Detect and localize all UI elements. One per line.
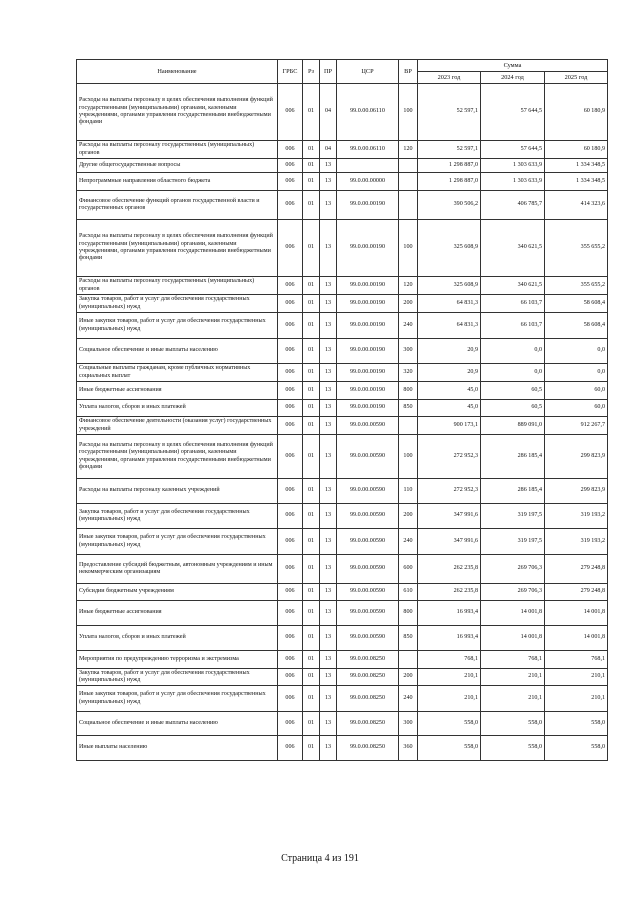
table-cell-grbs: 006 (278, 504, 303, 529)
table-cell-name: Расходы на выплаты персоналу государственных (муниципальных) органов (77, 141, 278, 159)
table-cell-name: Мероприятия по предупреждению терроризма и экстремизма (77, 651, 278, 669)
table-cell-csr: 99.0.00.00190 (337, 339, 399, 364)
table-cell-2025: 355 655,2 (545, 220, 608, 277)
table-cell-csr: 99.0.00.08250 (337, 712, 399, 736)
table-cell-pr: 13 (320, 555, 337, 584)
table-cell-rz: 01 (303, 84, 320, 141)
table-cell-vr: 600 (399, 555, 418, 584)
table-cell-vr: 610 (399, 584, 418, 601)
table-cell-csr: 99.0.00.00190 (337, 400, 399, 417)
table-cell-rz: 01 (303, 159, 320, 173)
table-cell-vr (399, 191, 418, 220)
table-cell-name: Финансовое обеспечение деятельности (оказания услуг) государственных учреждений (77, 417, 278, 435)
table-cell-rz: 01 (303, 504, 320, 529)
table-cell-2024: 57 644,5 (481, 141, 545, 159)
table-cell-rz: 01 (303, 313, 320, 339)
table-cell-2023: 325 608,9 (418, 220, 481, 277)
table-cell-2023: 52 597,1 (418, 141, 481, 159)
table-cell-grbs: 006 (278, 417, 303, 435)
table-cell-name: Социальное обеспечение и иные выплаты населению (77, 712, 278, 736)
table-cell-name: Субсидии бюджетным учреждениям (77, 584, 278, 601)
table-cell-name: Закупка товаров, работ и услуг для обеспечения государственных (муниципальных) нужд (77, 669, 278, 686)
table-cell-name: Предоставление субсидий бюджетным, автономным учреждениям и иным некоммерческим организациям (77, 555, 278, 584)
table-cell-csr: 99.0.00.00590 (337, 529, 399, 555)
table-cell-pr: 13 (320, 339, 337, 364)
table-cell-2025: 60,0 (545, 382, 608, 400)
table-row (77, 651, 608, 669)
table-cell-rz: 01 (303, 686, 320, 712)
table-row (77, 529, 608, 555)
table-cell-2023: 45,0 (418, 382, 481, 400)
table-cell-grbs: 006 (278, 712, 303, 736)
table-row (77, 339, 608, 364)
table-cell-2023: 210,1 (418, 686, 481, 712)
table-cell-grbs: 006 (278, 159, 303, 173)
table-cell-2023: 272 952,3 (418, 435, 481, 479)
table-cell-rz: 01 (303, 712, 320, 736)
table-cell-vr (399, 173, 418, 191)
table-cell-name: Расходы на выплаты персоналу казенных учреждений (77, 479, 278, 504)
table-row (77, 159, 608, 173)
table-cell-2025: 60 180,9 (545, 141, 608, 159)
table-cell-2025: 1 334 348,5 (545, 173, 608, 191)
table-cell-2024: 66 103,7 (481, 295, 545, 313)
table-cell-vr: 850 (399, 400, 418, 417)
table-cell-pr: 13 (320, 712, 337, 736)
table-cell-grbs: 006 (278, 382, 303, 400)
table-cell-grbs: 006 (278, 313, 303, 339)
budget-table (76, 59, 608, 761)
table-cell-name: Уплата налогов, сборов и иных платежей (77, 626, 278, 651)
table-row (77, 504, 608, 529)
table-row (77, 479, 608, 504)
table-cell-2025: 1 334 348,5 (545, 159, 608, 173)
table-cell-2025: 58 608,4 (545, 295, 608, 313)
table-cell-grbs: 006 (278, 529, 303, 555)
table-cell-2025: 319 193,2 (545, 529, 608, 555)
table-cell-2025: 768,1 (545, 651, 608, 669)
page-number: Страница 4 из 191 (281, 853, 359, 864)
table-cell-csr: 99.0.00.00000 (337, 173, 399, 191)
table-cell-name: Социальное обеспечение и иные выплаты населению (77, 339, 278, 364)
table-cell-2023: 16 993,4 (418, 626, 481, 651)
table-cell-2024: 406 785,7 (481, 191, 545, 220)
table-cell-rz: 01 (303, 277, 320, 295)
table-cell-2023: 390 506,2 (418, 191, 481, 220)
table-cell-2025: 14 001,8 (545, 626, 608, 651)
table-cell-2023: 900 173,1 (418, 417, 481, 435)
header-rz: Рз (303, 60, 320, 84)
table-cell-2023: 1 298 887,0 (418, 173, 481, 191)
table-cell-grbs: 006 (278, 626, 303, 651)
table-cell-vr: 240 (399, 313, 418, 339)
table-cell-name: Уплата налогов, сборов и иных платежей (77, 400, 278, 417)
table-cell-grbs: 006 (278, 84, 303, 141)
table-cell-name: Закупка товаров, работ и услуг для обеспечения государственных (муниципальных) нужд (77, 295, 278, 313)
table-row (77, 417, 608, 435)
header-pr: ПР (320, 60, 337, 84)
table-cell-2023: 45,0 (418, 400, 481, 417)
table-cell-grbs: 006 (278, 339, 303, 364)
table-cell-rz: 01 (303, 435, 320, 479)
table-cell-pr: 13 (320, 313, 337, 339)
table-row (77, 686, 608, 712)
table-cell-2025: 210,1 (545, 669, 608, 686)
table-cell-pr: 04 (320, 84, 337, 141)
table-cell-2024: 57 644,5 (481, 84, 545, 141)
table-cell-csr: 99.0.00.00590 (337, 417, 399, 435)
table-cell-2023: 558,0 (418, 712, 481, 736)
table-cell-rz: 01 (303, 417, 320, 435)
header-year-2025: 2025 год (545, 72, 608, 84)
table-cell-2023: 20,9 (418, 339, 481, 364)
table-cell-2025: 60 180,9 (545, 84, 608, 141)
table-cell-csr: 99.0.00.00590 (337, 435, 399, 479)
table-cell-2023: 347 991,6 (418, 504, 481, 529)
table-cell-rz: 01 (303, 220, 320, 277)
table-cell-pr: 13 (320, 651, 337, 669)
table-cell-2024: 1 303 633,9 (481, 159, 545, 173)
table-cell-2023: 347 991,6 (418, 529, 481, 555)
table-cell-2024: 60,5 (481, 382, 545, 400)
header-name: Наименование (77, 60, 278, 84)
header-grbs: ГРБС (278, 60, 303, 84)
table-cell-2024: 340 621,5 (481, 277, 545, 295)
table-cell-pr: 13 (320, 504, 337, 529)
table-row (77, 277, 608, 295)
table-cell-2025: 0,0 (545, 339, 608, 364)
table-cell-2023: 325 608,9 (418, 277, 481, 295)
table-cell-2024: 286 185,4 (481, 479, 545, 504)
table-cell-rz: 01 (303, 529, 320, 555)
table-cell-2023: 1 298 887,0 (418, 159, 481, 173)
table-cell-name: Социальные выплаты гражданам, кроме публичных нормативных социальных выплат (77, 364, 278, 382)
table-row (77, 601, 608, 626)
table-cell-csr: 99.0.00.06110 (337, 84, 399, 141)
table-cell-name: Иные закупки товаров, работ и услуг для обеспечения государственных (муниципальных) нужд (77, 313, 278, 339)
table-cell-2025: 558,0 (545, 736, 608, 761)
table-cell-grbs: 006 (278, 435, 303, 479)
table-cell-name: Расходы на выплаты персоналу в целях обеспечения выполнения функций государственными (муниципальными) органами, казенными учреждениями, органами управления государственными внебюджетными фондами (77, 435, 278, 479)
table-cell-pr: 13 (320, 529, 337, 555)
table-cell-pr: 13 (320, 295, 337, 313)
table-cell-vr: 300 (399, 712, 418, 736)
table-cell-2024: 60,5 (481, 400, 545, 417)
table-cell-rz: 01 (303, 555, 320, 584)
table-cell-pr: 13 (320, 400, 337, 417)
table-cell-csr: 99.0.00.00190 (337, 364, 399, 382)
table-cell-grbs: 006 (278, 191, 303, 220)
table-cell-grbs: 006 (278, 686, 303, 712)
table-cell-pr: 13 (320, 601, 337, 626)
table-cell-rz: 01 (303, 601, 320, 626)
table-cell-vr: 120 (399, 141, 418, 159)
table-cell-pr: 13 (320, 277, 337, 295)
table-cell-2024: 319 197,5 (481, 529, 545, 555)
table-cell-2024: 889 091,0 (481, 417, 545, 435)
table-cell-2024: 0,0 (481, 339, 545, 364)
table-cell-rz: 01 (303, 584, 320, 601)
table-cell-grbs: 006 (278, 400, 303, 417)
table-cell-name: Иные закупки товаров, работ и услуг для обеспечения государственных (муниципальных) нужд (77, 529, 278, 555)
table-cell-2025: 414 323,6 (545, 191, 608, 220)
table-cell-2025: 558,0 (545, 712, 608, 736)
header-year-2024: 2024 год (481, 72, 545, 84)
table-cell-csr: 99.0.00.00190 (337, 295, 399, 313)
table-cell-csr: 99.0.00.08250 (337, 651, 399, 669)
header-sum: Сумма (418, 60, 608, 72)
table-cell-name: Непрограммные направления областного бюджета (77, 173, 278, 191)
table-cell-grbs: 006 (278, 141, 303, 159)
table-row (77, 191, 608, 220)
table-cell-grbs: 006 (278, 736, 303, 761)
table-row (77, 712, 608, 736)
table-cell-pr: 13 (320, 417, 337, 435)
table-cell-2023: 64 831,3 (418, 313, 481, 339)
table-cell-rz: 01 (303, 736, 320, 761)
table-cell-rz: 01 (303, 651, 320, 669)
table-row (77, 736, 608, 761)
table-row (77, 84, 608, 141)
table-cell-2025: 279 248,8 (545, 584, 608, 601)
table-cell-vr: 120 (399, 277, 418, 295)
table-cell-2025: 279 248,8 (545, 555, 608, 584)
table-cell-pr: 13 (320, 584, 337, 601)
table-cell-vr: 300 (399, 339, 418, 364)
table-cell-vr: 800 (399, 382, 418, 400)
table-cell-pr: 13 (320, 382, 337, 400)
table-cell-pr: 13 (320, 626, 337, 651)
table-cell-2024: 558,0 (481, 712, 545, 736)
table-cell-rz: 01 (303, 191, 320, 220)
table-cell-pr: 13 (320, 191, 337, 220)
table-cell-csr: 99.0.00.00190 (337, 277, 399, 295)
table-cell-2024: 340 621,5 (481, 220, 545, 277)
table-cell-2025: 14 001,8 (545, 601, 608, 626)
table-row (77, 173, 608, 191)
table-cell-name: Расходы на выплаты персоналу в целях обеспечения выполнения функций государственными (муниципальными) органами, казенными учреждениями, органами управления государственными внебюджетными фондами (77, 220, 278, 277)
table-cell-2025: 58 608,4 (545, 313, 608, 339)
table-cell-2023: 558,0 (418, 736, 481, 761)
table-cell-rz: 01 (303, 669, 320, 686)
table-cell-2023: 16 993,4 (418, 601, 481, 626)
table-cell-2024: 1 303 633,9 (481, 173, 545, 191)
table-row (77, 313, 608, 339)
table-cell-grbs: 006 (278, 601, 303, 626)
table-cell-vr: 110 (399, 479, 418, 504)
table-cell-grbs: 006 (278, 220, 303, 277)
table-cell-csr: 99.0.00.00590 (337, 555, 399, 584)
header-year-2023: 2023 год (418, 72, 481, 84)
table-row (77, 400, 608, 417)
table-cell-2025: 912 267,7 (545, 417, 608, 435)
table-cell-pr: 13 (320, 669, 337, 686)
table-cell-2024: 319 197,5 (481, 504, 545, 529)
header-csr: ЦСР (337, 60, 399, 84)
table-cell-csr: 99.0.00.00190 (337, 220, 399, 277)
table-cell-2024: 558,0 (481, 736, 545, 761)
table-cell-2024: 210,1 (481, 686, 545, 712)
table-cell-rz: 01 (303, 479, 320, 504)
table-cell-2023: 262 235,8 (418, 555, 481, 584)
table-cell-name: Расходы на выплаты персоналу государственных (муниципальных) органов (77, 277, 278, 295)
table-cell-csr: 99.0.00.00590 (337, 504, 399, 529)
table-row (77, 669, 608, 686)
table-cell-2024: 14 001,8 (481, 601, 545, 626)
table-cell-pr: 13 (320, 686, 337, 712)
table-cell-2024: 286 185,4 (481, 435, 545, 479)
table-cell-2024: 66 103,7 (481, 313, 545, 339)
table-cell-grbs: 006 (278, 173, 303, 191)
table-cell-name: Финансовое обеспечение функций органов государственной власти и государственных органов (77, 191, 278, 220)
table-cell-grbs: 006 (278, 277, 303, 295)
table-row (77, 555, 608, 584)
table-cell-2024: 14 001,8 (481, 626, 545, 651)
table-cell-2025: 355 655,2 (545, 277, 608, 295)
table-cell-pr: 13 (320, 736, 337, 761)
table-cell-name: Закупка товаров, работ и услуг для обеспечения государственных (муниципальных) нужд (77, 504, 278, 529)
table-cell-csr: 99.0.00.00190 (337, 191, 399, 220)
table-cell-2023: 768,1 (418, 651, 481, 669)
table-cell-name: Другие общегосударственные вопросы (77, 159, 278, 173)
table-cell-csr: 99.0.00.06110 (337, 141, 399, 159)
table-header (77, 60, 608, 84)
table-cell-2023: 64 831,3 (418, 295, 481, 313)
table-cell-vr: 850 (399, 626, 418, 651)
table-cell-csr: 99.0.00.00590 (337, 626, 399, 651)
table-cell-2025: 210,1 (545, 686, 608, 712)
table-cell-pr: 13 (320, 364, 337, 382)
table-row (77, 141, 608, 159)
table-cell-vr: 100 (399, 84, 418, 141)
table-row (77, 295, 608, 313)
table-cell-pr: 13 (320, 435, 337, 479)
table-cell-grbs: 006 (278, 651, 303, 669)
table-cell-csr: 99.0.00.08250 (337, 686, 399, 712)
table-cell-vr: 200 (399, 669, 418, 686)
table-cell-vr: 240 (399, 686, 418, 712)
table-cell-2023: 272 952,3 (418, 479, 481, 504)
table-row (77, 435, 608, 479)
table-cell-rz: 01 (303, 364, 320, 382)
table-cell-rz: 01 (303, 295, 320, 313)
table-cell-pr: 13 (320, 173, 337, 191)
table-cell-vr: 320 (399, 364, 418, 382)
table-cell-2023: 52 597,1 (418, 84, 481, 141)
table-cell-vr (399, 159, 418, 173)
table-row (77, 584, 608, 601)
table-cell-vr: 800 (399, 601, 418, 626)
table-cell-grbs: 006 (278, 479, 303, 504)
table-cell-csr: 99.0.00.00590 (337, 479, 399, 504)
table-cell-vr: 100 (399, 220, 418, 277)
table-cell-2024: 210,1 (481, 669, 545, 686)
table-row (77, 382, 608, 400)
table-cell-vr (399, 417, 418, 435)
table-cell-vr: 240 (399, 529, 418, 555)
table-cell-pr: 13 (320, 220, 337, 277)
table-cell-2025: 299 823,9 (545, 479, 608, 504)
table-row (77, 364, 608, 382)
table-cell-2024: 0,0 (481, 364, 545, 382)
table-cell-name: Иные бюджетные ассигнования (77, 601, 278, 626)
table-cell-2023: 210,1 (418, 669, 481, 686)
table-cell-csr (337, 159, 399, 173)
table-cell-grbs: 006 (278, 555, 303, 584)
table-cell-2025: 0,0 (545, 364, 608, 382)
table-cell-grbs: 006 (278, 669, 303, 686)
table-cell-vr: 200 (399, 295, 418, 313)
table-cell-csr: 99.0.00.00190 (337, 313, 399, 339)
table-cell-2024: 768,1 (481, 651, 545, 669)
table-cell-rz: 01 (303, 173, 320, 191)
table-cell-csr: 99.0.00.08250 (337, 736, 399, 761)
table-body (77, 84, 608, 761)
table-cell-2025: 319 193,2 (545, 504, 608, 529)
table-cell-grbs: 006 (278, 364, 303, 382)
header-vr: ВР (399, 60, 418, 84)
table-cell-csr: 99.0.00.08250 (337, 669, 399, 686)
table-row (77, 626, 608, 651)
table-cell-grbs: 006 (278, 584, 303, 601)
table-cell-rz: 01 (303, 626, 320, 651)
table-cell-pr: 04 (320, 141, 337, 159)
table-row (77, 220, 608, 277)
table-cell-2025: 60,0 (545, 400, 608, 417)
table-cell-name: Иные закупки товаров, работ и услуг для обеспечения государственных (муниципальных) нужд (77, 686, 278, 712)
table-cell-2023: 20,9 (418, 364, 481, 382)
table-cell-rz: 01 (303, 400, 320, 417)
table-cell-vr: 200 (399, 504, 418, 529)
table-cell-pr: 13 (320, 479, 337, 504)
table-cell-pr: 13 (320, 159, 337, 173)
table-cell-name: Расходы на выплаты персоналу в целях обеспечения выполнения функций государственными (муниципальными) органами, казенными учреждениями, органами управления государственными внебюджетными фондами (77, 84, 278, 141)
table-cell-csr: 99.0.00.00590 (337, 584, 399, 601)
table-cell-2024: 269 706,3 (481, 555, 545, 584)
table-cell-rz: 01 (303, 141, 320, 159)
table-cell-vr: 100 (399, 435, 418, 479)
table-cell-name: Иные выплаты населению (77, 736, 278, 761)
table-cell-rz: 01 (303, 382, 320, 400)
table-cell-rz: 01 (303, 339, 320, 364)
table-cell-csr: 99.0.00.00190 (337, 382, 399, 400)
table-cell-grbs: 006 (278, 295, 303, 313)
table-cell-vr: 360 (399, 736, 418, 761)
table-cell-csr: 99.0.00.00590 (337, 601, 399, 626)
table-cell-2025: 299 823,9 (545, 435, 608, 479)
table-cell-2023: 262 235,8 (418, 584, 481, 601)
table-cell-vr (399, 651, 418, 669)
table-cell-2024: 269 706,3 (481, 584, 545, 601)
table-cell-name: Иные бюджетные ассигнования (77, 382, 278, 400)
